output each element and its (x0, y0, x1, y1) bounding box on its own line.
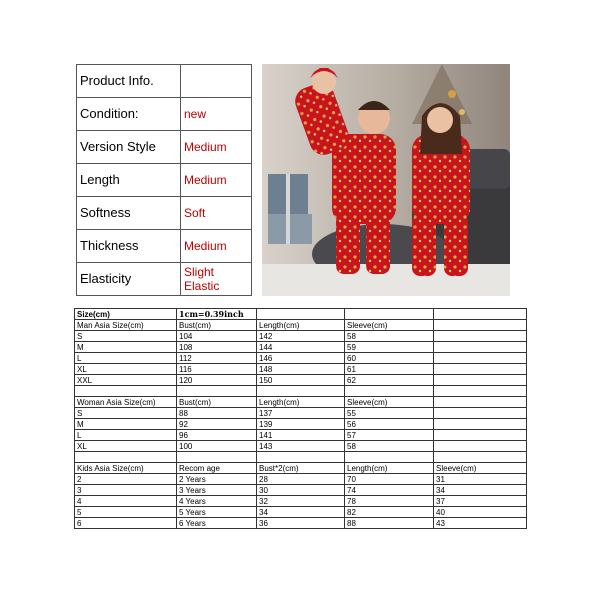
size-cell: Length(cm) (257, 320, 345, 331)
size-cell: 108 (177, 342, 257, 353)
size-cell (434, 342, 527, 353)
size-cell: 88 (345, 518, 434, 529)
size-cell: Woman Asia Size(cm) (75, 397, 177, 408)
woman-size-header-row (75, 397, 527, 408)
size-cell: 143 (257, 441, 345, 452)
kids-size-row (75, 474, 527, 485)
empty-cell (257, 309, 345, 320)
product-info-label: Thickness (77, 230, 181, 263)
kids-size-row (75, 496, 527, 507)
size-cell: 36 (257, 518, 345, 529)
product-info-label: Version Style (77, 131, 181, 164)
man-size-row (75, 375, 527, 386)
size-cell: 61 (345, 364, 434, 375)
woman-size-row (75, 441, 527, 452)
empty-cell (257, 386, 345, 397)
size-cell (434, 364, 527, 375)
size-cell: 82 (345, 507, 434, 518)
size-cell: 62 (345, 375, 434, 386)
woman-size-row (75, 419, 527, 430)
man-size-row (75, 331, 527, 342)
size-cell (434, 331, 527, 342)
product-info-row (77, 98, 252, 131)
size-cell: 56 (345, 419, 434, 430)
size-cell: 31 (434, 474, 527, 485)
product-info-label: Condition: (77, 98, 181, 131)
spacer-row (75, 452, 527, 463)
size-cell: 78 (345, 496, 434, 507)
size-cell: 96 (177, 430, 257, 441)
conversion-note: 1cm=0.39inch (177, 309, 257, 320)
size-cell: Bust*2(cm) (257, 463, 345, 474)
size-chart-table (74, 308, 527, 529)
size-cell: 144 (257, 342, 345, 353)
product-info-row (77, 131, 252, 164)
empty-cell (434, 386, 527, 397)
size-cell: Bust(cm) (177, 320, 257, 331)
product-info-value: Medium (181, 164, 252, 197)
size-cell: 30 (257, 485, 345, 496)
empty-cell (177, 386, 257, 397)
size-cell: M (75, 419, 177, 430)
product-info-label: Length (77, 164, 181, 197)
woman-size-row (75, 408, 527, 419)
size-cell: 88 (177, 408, 257, 419)
size-cell: Man Asia Size(cm) (75, 320, 177, 331)
product-info-value: Medium (181, 230, 252, 263)
product-info-label: Elasticity (77, 263, 181, 296)
empty-cell (257, 452, 345, 463)
size-cell: XL (75, 441, 177, 452)
product-info-row (77, 263, 252, 296)
product-info-label: Softness (77, 197, 181, 230)
size-cell: 34 (257, 507, 345, 518)
product-info-heading-value (181, 65, 252, 98)
size-cell: M (75, 342, 177, 353)
size-cell: 58 (345, 441, 434, 452)
size-cell (434, 419, 527, 430)
size-cell: 100 (177, 441, 257, 452)
size-cell: 146 (257, 353, 345, 364)
size-cell: 59 (345, 342, 434, 353)
product-info-heading: Product Info. (77, 65, 181, 98)
size-cell: 55 (345, 408, 434, 419)
kids-size-row (75, 507, 527, 518)
man-size-row (75, 364, 527, 375)
size-cell: 57 (345, 430, 434, 441)
size-cell: 104 (177, 331, 257, 342)
size-cell: 3 (75, 485, 177, 496)
size-cell: Sleeve(cm) (345, 320, 434, 331)
empty-cell (345, 309, 434, 320)
size-cell: 40 (434, 507, 527, 518)
size-cell: 43 (434, 518, 527, 529)
size-cell (434, 320, 527, 331)
empty-cell (75, 386, 177, 397)
size-cell: S (75, 408, 177, 419)
product-info-row (77, 197, 252, 230)
size-cell: 120 (177, 375, 257, 386)
size-cell: 37 (434, 496, 527, 507)
empty-cell (75, 452, 177, 463)
size-cell (434, 353, 527, 364)
size-cell: 6 Years (177, 518, 257, 529)
empty-cell (434, 452, 527, 463)
size-header-label: Size(cm) (75, 309, 177, 320)
size-cell: Bust(cm) (177, 397, 257, 408)
size-cell: 4 Years (177, 496, 257, 507)
size-cell: L (75, 353, 177, 364)
product-info-row (77, 164, 252, 197)
product-info-value: Slight Elastic (181, 263, 252, 296)
woman-size-row (75, 430, 527, 441)
size-cell: 6 (75, 518, 177, 529)
product-info-value: Soft (181, 197, 252, 230)
size-cell: Kids Asia Size(cm) (75, 463, 177, 474)
size-cell: 142 (257, 331, 345, 342)
product-info-heading-row (77, 65, 252, 98)
size-chart-header-row (75, 309, 527, 320)
size-cell (434, 397, 527, 408)
size-cell: 70 (345, 474, 434, 485)
empty-cell (434, 309, 527, 320)
size-cell: L (75, 430, 177, 441)
size-cell: Sleeve(cm) (345, 397, 434, 408)
size-cell: 60 (345, 353, 434, 364)
size-cell: 32 (257, 496, 345, 507)
kids-size-row (75, 518, 527, 529)
size-cell: 150 (257, 375, 345, 386)
product-info-table (76, 64, 252, 296)
size-cell: XXL (75, 375, 177, 386)
size-cell: 2 (75, 474, 177, 485)
product-info-row (77, 230, 252, 263)
product-photo (262, 64, 510, 296)
size-cell: 141 (257, 430, 345, 441)
size-cell (434, 441, 527, 452)
size-cell (434, 408, 527, 419)
size-cell: 4 (75, 496, 177, 507)
size-cell: 92 (177, 419, 257, 430)
empty-cell (345, 452, 434, 463)
size-cell: Sleeve(cm) (434, 463, 527, 474)
size-cell (434, 430, 527, 441)
size-cell: 3 Years (177, 485, 257, 496)
spacer-row (75, 386, 527, 397)
size-cell: 34 (434, 485, 527, 496)
family-pajama-photo (262, 64, 510, 296)
size-cell: 5 (75, 507, 177, 518)
man-size-row (75, 353, 527, 364)
size-cell: 112 (177, 353, 257, 364)
kids-size-header-row (75, 463, 527, 474)
size-cell: 74 (345, 485, 434, 496)
size-cell: Length(cm) (257, 397, 345, 408)
size-cell: 137 (257, 408, 345, 419)
empty-cell (345, 386, 434, 397)
man-size-header-row (75, 320, 527, 331)
size-cell (434, 375, 527, 386)
size-cell: 116 (177, 364, 257, 375)
kids-size-row (75, 485, 527, 496)
size-cell: Length(cm) (345, 463, 434, 474)
size-cell: Recom age (177, 463, 257, 474)
size-cell: 2 Years (177, 474, 257, 485)
empty-cell (177, 452, 257, 463)
man-size-row (75, 342, 527, 353)
size-cell: XL (75, 364, 177, 375)
product-info-value: Medium (181, 131, 252, 164)
size-cell: 58 (345, 331, 434, 342)
size-cell: 148 (257, 364, 345, 375)
product-info-value: new (181, 98, 252, 131)
size-cell: 139 (257, 419, 345, 430)
size-cell: 28 (257, 474, 345, 485)
size-cell: 5 Years (177, 507, 257, 518)
size-cell: S (75, 331, 177, 342)
